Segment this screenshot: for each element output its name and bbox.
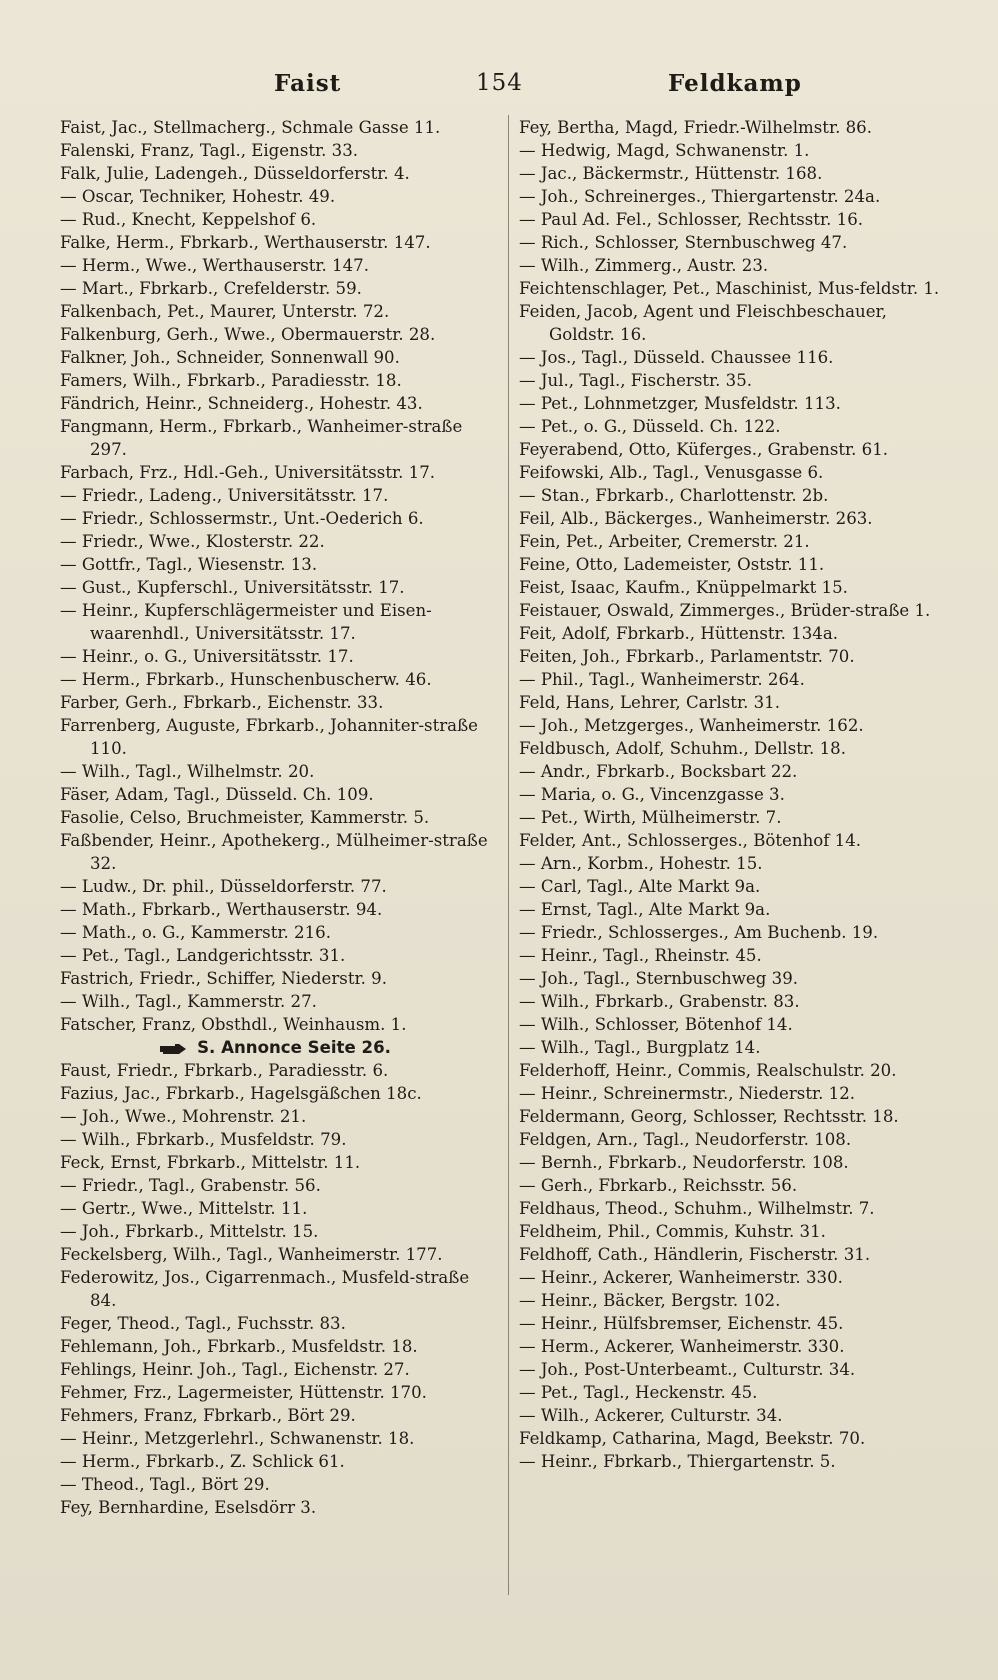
directory-entry: Federowitz, Jos., Cigarrenmach., Musfeld-straße 84. xyxy=(60,1268,470,1310)
directory-entry: — Paul Ad. Fel., Schlosser, Rechtsstr. 16. xyxy=(519,210,864,229)
directory-entry: Felderhoff, Heinr., Commis, Realschulstr. 20. xyxy=(519,1061,897,1080)
directory-entry: — Friedr., Schlossermstr., Unt.-Oederich 6. xyxy=(60,509,424,528)
directory-entry: — Jac., Bäckermstr., Hüttenstr. 168. xyxy=(519,164,823,183)
directory-entry: Farber, Gerh., Fbrkarb., Eichenstr. 33. xyxy=(60,693,384,712)
directory-entry: — Wilh., Tagl., Kammerstr. 27. xyxy=(60,992,317,1011)
directory-entry: Fehlemann, Joh., Fbrkarb., Musfeldstr. 18. xyxy=(60,1337,418,1356)
directory-entry: Feine, Otto, Lademeister, Oststr. 11. xyxy=(519,555,825,574)
column-divider xyxy=(508,115,509,1595)
directory-entry: Fehmers, Franz, Fbrkarb., Bört 29. xyxy=(60,1406,356,1425)
directory-entry: Fatscher, Franz, Obsthdl., Weinhausm. 1. xyxy=(60,1015,407,1034)
directory-entry: Faist, Jac., Stellmacherg., Schmale Gasse 11. xyxy=(60,118,441,137)
annonce-text: S. Annonce Seite 26. xyxy=(197,1038,391,1057)
directory-entry: — Gust., Kupferschl., Universitätsstr. 17. xyxy=(60,578,405,597)
directory-entry: — Pet., Wirth, Mülheimerstr. 7. xyxy=(519,808,782,827)
directory-entry: Feldheim, Phil., Commis, Kuhstr. 31. xyxy=(519,1222,826,1241)
directory-entry: — Rich., Schlosser, Sternbuschweg 47. xyxy=(519,233,848,252)
directory-entry: — Pet., Tagl., Landgerichtsstr. 31. xyxy=(60,946,346,965)
annonce-reference xyxy=(60,1036,490,1059)
directory-entry: Falkenburg, Gerh., Wwe., Obermauerstr. 28. xyxy=(60,325,436,344)
directory-entry: Farbach, Frz., Hdl.-Geh., Universitätsstr. 17. xyxy=(60,463,436,482)
directory-entry: — Wilh., Zimmerg., Austr. 23. xyxy=(519,256,769,275)
directory-entry: Falke, Herm., Fbrkarb., Werthauserstr. 147. xyxy=(60,233,431,252)
directory-entry: Fastrich, Friedr., Schiffer, Niederstr. 9. xyxy=(60,969,387,988)
directory-entry: — Heinr., Schreinermstr., Niederstr. 12. xyxy=(519,1084,856,1103)
directory-entry: Feldhoff, Cath., Händlerin, Fischerstr. 31. xyxy=(519,1245,871,1264)
directory-entry: Feldhaus, Theod., Schuhm., Wilhelmstr. 7. xyxy=(519,1199,875,1218)
directory-entry: — Theod., Tagl., Bört 29. xyxy=(60,1475,270,1494)
directory-entry: — Jos., Tagl., Düsseld. Chaussee 116. xyxy=(519,348,834,367)
directory-entry: Feldbusch, Adolf, Schuhm., Dellstr. 18. xyxy=(519,739,846,758)
directory-entry: — Ludw., Dr. phil., Düsseldorferstr. 77. xyxy=(60,877,387,896)
directory-entry: — Wilh., Fbrkarb., Grabenstr. 83. xyxy=(519,992,800,1011)
directory-entry: — Wilh., Fbrkarb., Musfeldstr. 79. xyxy=(60,1130,347,1149)
directory-entry: — Math., Fbrkarb., Werthauserstr. 94. xyxy=(60,900,383,919)
directory-entry: Feckelsberg, Wilh., Tagl., Wanheimerstr. 177. xyxy=(60,1245,443,1264)
directory-entry: — Math., o. G., Kammerstr. 216. xyxy=(60,923,331,942)
directory-entry: — Joh., Fbrkarb., Mittelstr. 15. xyxy=(60,1222,319,1241)
directory-entry: — Mart., Fbrkarb., Crefelderstr. 59. xyxy=(60,279,362,298)
right-column xyxy=(519,116,949,1473)
directory-entry: Fey, Bernhardine, Eselsdörr 3. xyxy=(60,1498,317,1517)
directory-entry: Farrenberg, Auguste, Fbrkarb., Johanniter-straße 110. xyxy=(60,716,478,758)
directory-entry: Feifowski, Alb., Tagl., Venusgasse 6. xyxy=(519,463,824,482)
directory-entry: — Ernst, Tagl., Alte Markt 9a. xyxy=(519,900,771,919)
directory-entry: — Herm., Wwe., Werthauserstr. 147. xyxy=(60,256,370,275)
directory-entry: — Arn., Korbm., Hohestr. 15. xyxy=(519,854,763,873)
directory-entry: — Herm., Fbrkarb., Z. Schlick 61. xyxy=(60,1452,345,1471)
directory-entry: Falkenbach, Pet., Maurer, Unterstr. 72. xyxy=(60,302,390,321)
directory-entry: — Joh., Metzgerges., Wanheimerstr. 162. xyxy=(519,716,864,735)
directory-entry: Faßbender, Heinr., Apothekerg., Mülheimer-straße 32. xyxy=(60,831,488,873)
directory-entry: — Herm., Fbrkarb., Hunschenbuscherw. 46. xyxy=(60,670,432,689)
directory-entry: Feger, Theod., Tagl., Fuchsstr. 83. xyxy=(60,1314,346,1333)
directory-entry: — Wilh., Schlosser, Bötenhof 14. xyxy=(519,1015,793,1034)
directory-entry: — Friedr., Tagl., Grabenstr. 56. xyxy=(60,1176,321,1195)
directory-entry: — Joh., Tagl., Sternbuschweg 39. xyxy=(519,969,799,988)
directory-entry: — Gertr., Wwe., Mittelstr. 11. xyxy=(60,1199,308,1218)
directory-entry: Feiden, Jacob, Agent und Fleischbeschauer, Goldstr. 16. xyxy=(519,302,887,344)
directory-entry: — Pet., Lohnmetzger, Musfeldstr. 113. xyxy=(519,394,841,413)
directory-entry: — Wilh., Ackerer, Culturstr. 34. xyxy=(519,1406,783,1425)
directory-entry: — Oscar, Techniker, Hohestr. 49. xyxy=(60,187,336,206)
directory-entry: — Heinr., Ackerer, Wanheimerstr. 330. xyxy=(519,1268,843,1287)
directory-entry: — Heinr., Hülfsbremser, Eichenstr. 45. xyxy=(519,1314,844,1333)
directory-entry: Fändrich, Heinr., Schneiderg., Hohestr. 43. xyxy=(60,394,423,413)
directory-entry: — Joh., Post-Unterbeamt., Culturstr. 34. xyxy=(519,1360,856,1379)
directory-entry: Feiten, Joh., Fbrkarb., Parlamentstr. 70. xyxy=(519,647,855,666)
directory-entry: — Maria, o. G., Vincenzgasse 3. xyxy=(519,785,785,804)
directory-entry: — Pet., o. G., Düsseld. Ch. 122. xyxy=(519,417,781,436)
directory-entry: Fehmer, Frz., Lagermeister, Hüttenstr. 170. xyxy=(60,1383,427,1402)
directory-entry: — Gottfr., Tagl., Wiesenstr. 13. xyxy=(60,555,318,574)
directory-entry: Fäser, Adam, Tagl., Düsseld. Ch. 109. xyxy=(60,785,374,804)
directory-entry: Fehlings, Heinr. Joh., Tagl., Eichenstr. 27. xyxy=(60,1360,410,1379)
directory-entry: — Pet., Tagl., Heckenstr. 45. xyxy=(519,1383,758,1402)
directory-entry: Fasolie, Celso, Bruchmeister, Kammerstr. 5. xyxy=(60,808,430,827)
directory-entry: Felder, Ant., Schlosserges., Bötenhof 14. xyxy=(519,831,862,850)
directory-entry: Feichtenschlager, Pet., Maschinist, Mus-feldstr. 1. xyxy=(519,279,940,298)
directory-entry: Feil, Alb., Bäckerges., Wanheimerstr. 263. xyxy=(519,509,873,528)
directory-entry: — Friedr., Schlosserges., Am Buchenb. 19. xyxy=(519,923,879,942)
directory-entry: Falk, Julie, Ladengeh., Düsseldorferstr. 4. xyxy=(60,164,410,183)
directory-entry: — Hedwig, Magd, Schwanenstr. 1. xyxy=(519,141,810,160)
directory-entry: — Joh., Schreinerges., Thiergartenstr. 24a. xyxy=(519,187,881,206)
directory-entry: Feck, Ernst, Fbrkarb., Mittelstr. 11. xyxy=(60,1153,361,1172)
directory-entry: Faust, Friedr., Fbrkarb., Paradiesstr. 6. xyxy=(60,1061,389,1080)
directory-entry: Falkner, Joh., Schneider, Sonnenwall 90. xyxy=(60,348,400,367)
header-right-keyword: Feldkamp xyxy=(668,70,802,97)
directory-entry: — Stan., Fbrkarb., Charlottenstr. 2b. xyxy=(519,486,829,505)
directory-entry: — Rud., Knecht, Keppelshof 6. xyxy=(60,210,317,229)
directory-entry: Famers, Wilh., Fbrkarb., Paradiesstr. 18. xyxy=(60,371,402,390)
directory-entry: Fey, Bertha, Magd, Friedr.-Wilhelmstr. 86. xyxy=(519,118,873,137)
directory-entry: Feit, Adolf, Fbrkarb., Hüttenstr. 134a. xyxy=(519,624,839,643)
directory-entry: — Heinr., Kupferschlägermeister und Eisen-waarenhdl., Universitätsstr. 17. xyxy=(60,601,432,643)
directory-entry: Fazius, Jac., Fbrkarb., Hagelsgäßchen 18c. xyxy=(60,1084,422,1103)
directory-entry: — Carl, Tagl., Alte Markt 9a. xyxy=(519,877,761,896)
directory-entry: Feldermann, Georg, Schlosser, Rechtsstr. 18. xyxy=(519,1107,899,1126)
directory-entry: — Heinr., Fbrkarb., Thiergartenstr. 5. xyxy=(519,1452,836,1471)
directory-entry: — Andr., Fbrkarb., Bocksbart 22. xyxy=(519,762,798,781)
directory-entry: Falenski, Franz, Tagl., Eigenstr. 33. xyxy=(60,141,359,160)
directory-entry: — Herm., Ackerer, Wanheimerstr. 330. xyxy=(519,1337,845,1356)
header-left-keyword: Faist xyxy=(274,70,342,97)
directory-entry: Fein, Pet., Arbeiter, Cremerstr. 21. xyxy=(519,532,810,551)
directory-entry: Fangmann, Herm., Fbrkarb., Wanheimer-straße 297. xyxy=(60,417,463,459)
directory-entry: Feldgen, Arn., Tagl., Neudorferstr. 108. xyxy=(519,1130,852,1149)
directory-entry: — Heinr., Bäcker, Bergstr. 102. xyxy=(519,1291,781,1310)
directory-entry: Feld, Hans, Lehrer, Carlstr. 31. xyxy=(519,693,781,712)
directory-entry: — Heinr., Metzgerlehrl., Schwanenstr. 18. xyxy=(60,1429,415,1448)
directory-entry: — Heinr., o. G., Universitätsstr. 17. xyxy=(60,647,354,666)
directory-entry: — Phil., Tagl., Wanheimerstr. 264. xyxy=(519,670,805,689)
directory-entry: Feyerabend, Otto, Küferges., Grabenstr. 61. xyxy=(519,440,889,459)
directory-entry: — Wilh., Tagl., Wilhelmstr. 20. xyxy=(60,762,315,781)
directory-entry: — Gerh., Fbrkarb., Reichsstr. 56. xyxy=(519,1176,798,1195)
directory-entry: — Jul., Tagl., Fischerstr. 35. xyxy=(519,371,753,390)
directory-entry: Feldkamp, Catharina, Magd, Beekstr. 70. xyxy=(519,1429,866,1448)
directory-entry: — Friedr., Ladeng., Universitätsstr. 17. xyxy=(60,486,389,505)
directory-entry: — Wilh., Tagl., Burgplatz 14. xyxy=(519,1038,761,1057)
directory-entry: — Joh., Wwe., Mohrenstr. 21. xyxy=(60,1107,307,1126)
directory-entry: — Bernh., Fbrkarb., Neudorferstr. 108. xyxy=(519,1153,849,1172)
directory-entry: — Friedr., Wwe., Klosterstr. 22. xyxy=(60,532,325,551)
left-column xyxy=(60,116,490,1519)
directory-entry: Feistauer, Oswald, Zimmerges., Brüder-straße 1. xyxy=(519,601,931,620)
directory-entry: Feist, Isaac, Kaufm., Knüppelmarkt 15. xyxy=(519,578,848,597)
pointing-hand-icon xyxy=(159,1043,187,1055)
page-number: 154 xyxy=(476,70,523,96)
directory-entry: — Heinr., Tagl., Rheinstr. 45. xyxy=(519,946,762,965)
